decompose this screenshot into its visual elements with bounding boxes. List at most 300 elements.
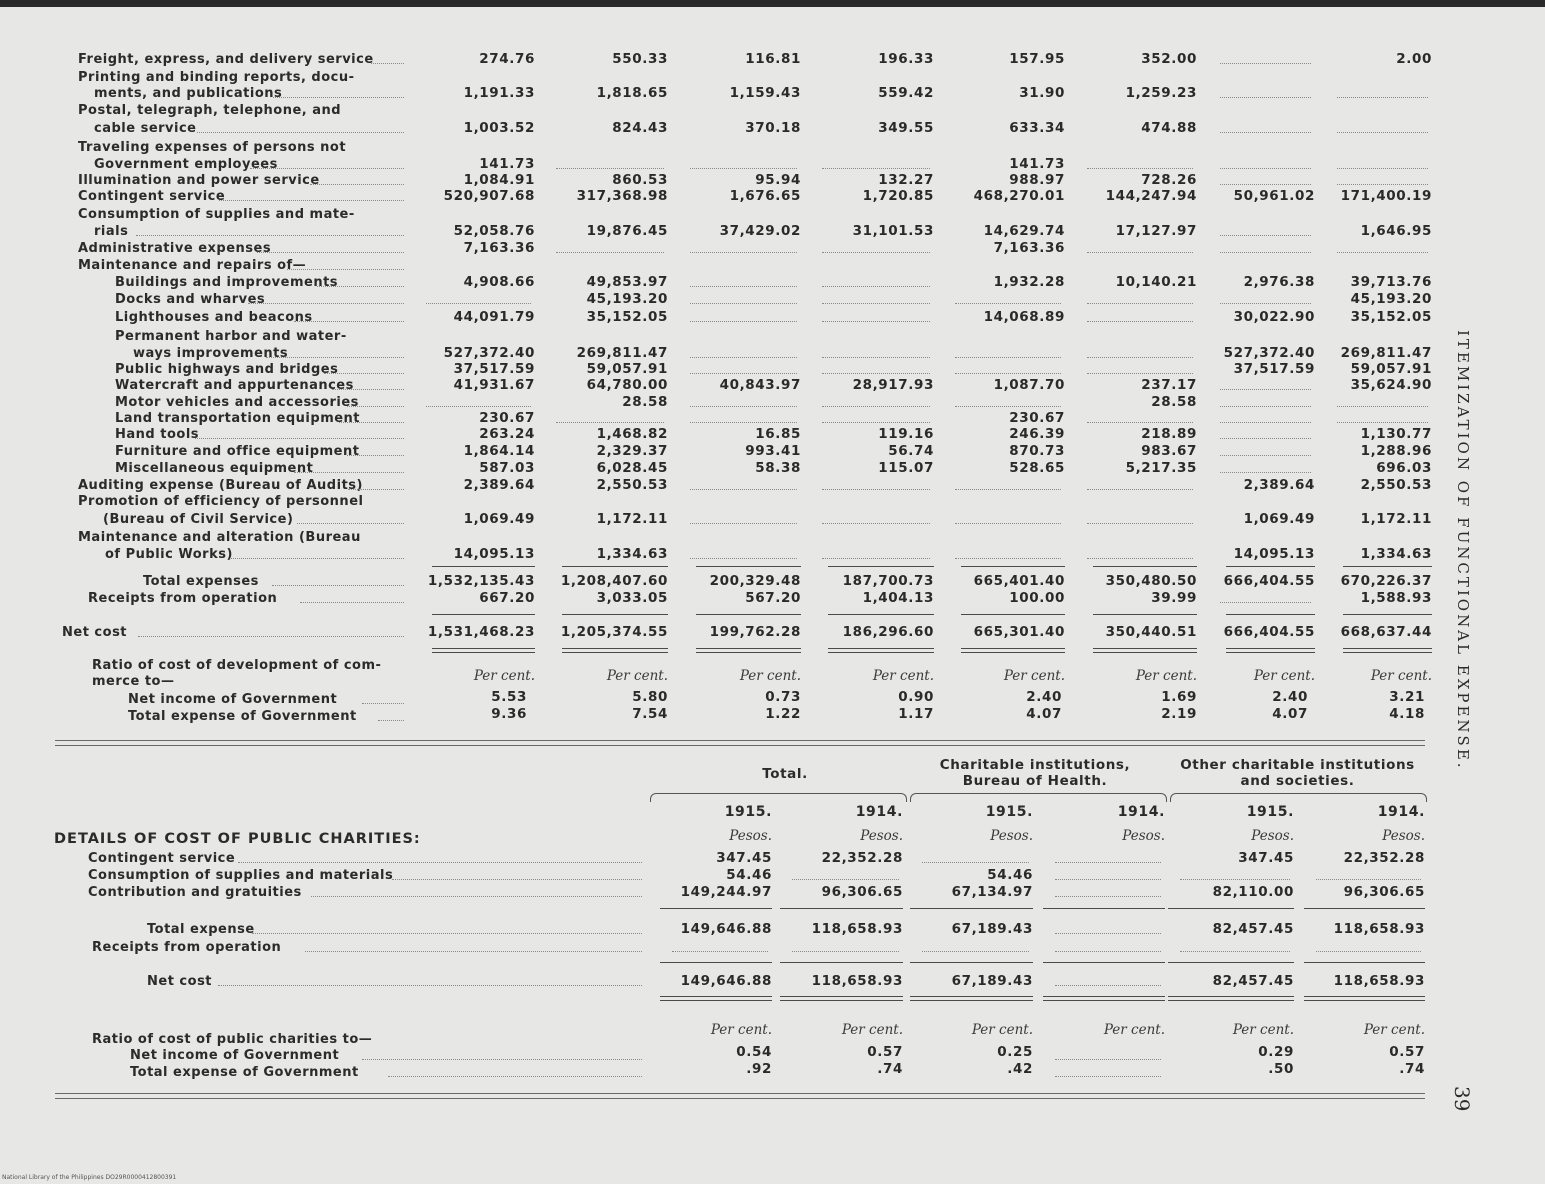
- net-cost-value: 149,646.88: [680, 973, 772, 989]
- income-ratio-value: 0.57: [867, 1044, 903, 1060]
- cell-value: 370.18: [745, 120, 801, 136]
- cell-value: 1,159.43: [729, 85, 801, 101]
- empty-cell-dots: [690, 252, 797, 253]
- total-expenses-value: 350,480.50: [1105, 573, 1197, 589]
- bottom-separator: [55, 1093, 1425, 1099]
- unit-header: Pesos.: [990, 828, 1033, 844]
- empty-cell-dots: [955, 406, 1061, 407]
- empty-cell-dots: [1180, 951, 1290, 952]
- expense-ratio-value: 1.17: [898, 706, 934, 722]
- cell-value: 56.74: [888, 443, 934, 459]
- cell-value: 550.33: [612, 51, 668, 67]
- sum-rule: [1304, 908, 1425, 909]
- sum-rule: [1304, 962, 1425, 963]
- net-cost-value: 186,296.60: [842, 624, 934, 640]
- total-expenses-value: 670,226.37: [1340, 573, 1432, 589]
- cell-value: 587.03: [479, 460, 535, 476]
- double-rule: [1226, 648, 1315, 653]
- sum-rule: [780, 962, 903, 963]
- cell-value: 824.43: [612, 120, 668, 136]
- leader-dots: [294, 472, 404, 473]
- leader-dots: [339, 422, 404, 423]
- sum-rule: [660, 908, 772, 909]
- ratio-label: Ratio of cost of development of com-: [92, 658, 382, 673]
- double-rule: [1343, 648, 1432, 653]
- receipts-label: Receipts from operation: [92, 940, 282, 955]
- double-rule: [562, 648, 668, 653]
- cell-value: 49,853.97: [586, 274, 668, 290]
- total-expense-value: 149,646.88: [680, 921, 772, 937]
- cell-value: 2,389.64: [463, 477, 535, 493]
- empty-cell-dots: [822, 168, 930, 169]
- empty-cell-dots: [1087, 558, 1193, 559]
- net-cost-value: 665,301.40: [973, 624, 1065, 640]
- cell-value: 19,876.45: [586, 223, 668, 239]
- cell-value: 347.45: [716, 850, 772, 866]
- cell-value: 149,244.97: [680, 884, 772, 900]
- expense-ratio-value: 2.19: [1161, 706, 1197, 722]
- header-brace: [650, 793, 907, 802]
- empty-cell-dots: [1220, 602, 1311, 603]
- sum-rule: [1226, 614, 1315, 615]
- ratio-label: merce to—: [92, 674, 175, 689]
- expense-ratio-value: 9.36: [491, 706, 527, 722]
- empty-cell-dots: [672, 951, 768, 952]
- income-ratio-value: 0.25: [997, 1044, 1033, 1060]
- year-header: 1914.: [1117, 804, 1165, 820]
- leader-dots: [362, 1059, 642, 1060]
- per-cent-header: Per cent.: [710, 1022, 772, 1038]
- cell-value: 218.89: [1141, 426, 1197, 442]
- empty-cell-dots: [690, 357, 797, 358]
- receipts-value: 100.00: [1009, 590, 1065, 606]
- leader-dots: [219, 200, 404, 201]
- expense-ratio-value: .50: [1268, 1061, 1294, 1077]
- cell-value: 2,329.37: [596, 443, 668, 459]
- cell-value: 1,334.63: [596, 546, 668, 562]
- empty-cell-dots: [1055, 1059, 1161, 1060]
- leader-dots: [238, 862, 642, 863]
- sum-rule: [696, 614, 801, 615]
- receipts-value: 567.20: [745, 590, 801, 606]
- net-cost-value: 82,457.45: [1212, 973, 1294, 989]
- row-label: Land transportation equipment: [115, 411, 361, 426]
- sum-rule: [562, 566, 668, 567]
- cell-value: 82,110.00: [1212, 884, 1294, 900]
- row-label: Contribution and gratuities: [88, 885, 302, 900]
- empty-cell-dots: [1087, 168, 1193, 169]
- empty-cell-dots: [426, 303, 531, 304]
- row-label: Miscellaneous equipment: [115, 461, 314, 476]
- double-rule: [780, 996, 903, 1001]
- cell-value: 7,163.36: [993, 240, 1065, 256]
- cell-value: 1,676.65: [729, 188, 801, 204]
- year-header: 1914.: [1377, 804, 1425, 820]
- income-ratio-value: 0.57: [1389, 1044, 1425, 1060]
- empty-cell-dots: [1337, 97, 1428, 98]
- cell-value: 1,334.63: [1360, 546, 1432, 562]
- cell-value: 317,368.98: [576, 188, 668, 204]
- cell-value: 468,270.01: [973, 188, 1065, 204]
- cell-value: 1,087.70: [993, 377, 1065, 393]
- cell-value: 1,191.33: [463, 85, 535, 101]
- sum-rule: [1043, 962, 1165, 963]
- empty-cell-dots: [1337, 406, 1428, 407]
- cell-value: 31,101.53: [852, 223, 934, 239]
- empty-cell-dots: [556, 168, 664, 169]
- leader-dots: [297, 523, 404, 524]
- empty-cell-dots: [690, 489, 797, 490]
- net-cost-value: 668,637.44: [1340, 624, 1432, 640]
- sum-rule: [1093, 566, 1197, 567]
- sum-rule: [562, 614, 668, 615]
- sum-rule: [961, 566, 1065, 567]
- cell-value: 269,811.47: [576, 345, 668, 361]
- empty-cell-dots: [1087, 252, 1193, 253]
- row-label: Watercraft and appurtenances: [115, 378, 354, 393]
- expense-ratio-value: .74: [1399, 1061, 1425, 1077]
- empty-cell-dots: [1055, 933, 1161, 934]
- empty-cell-dots: [1220, 303, 1311, 304]
- cell-value: 230.67: [1009, 410, 1065, 426]
- empty-cell-dots: [556, 252, 664, 253]
- empty-cell-dots: [822, 286, 930, 287]
- net-cost-label: Net cost: [147, 974, 213, 989]
- cell-value: 22,352.28: [821, 850, 903, 866]
- net-cost-value: 350,440.51: [1105, 624, 1197, 640]
- row-label: Contingent service: [78, 189, 226, 204]
- double-rule: [1168, 996, 1294, 1001]
- income-ratio-value: 0.73: [765, 689, 801, 705]
- leader-dots: [305, 951, 642, 952]
- receipts-value: 3,033.05: [596, 590, 668, 606]
- empty-cell-dots: [822, 373, 930, 374]
- page-number: 39: [1450, 1086, 1474, 1112]
- empty-cell-dots: [690, 286, 797, 287]
- cell-value: 269,811.47: [1340, 345, 1432, 361]
- cell-value: 993.41: [745, 443, 801, 459]
- row-label: Auditing expense (Bureau of Audits): [78, 478, 363, 493]
- group-header-health: Bureau of Health.: [962, 773, 1108, 789]
- empty-cell-dots: [1087, 523, 1193, 524]
- expense-ratio-value: 4.07: [1026, 706, 1062, 722]
- double-rule: [910, 996, 1033, 1001]
- cell-value: 474.88: [1141, 120, 1197, 136]
- cell-value: 171,400.19: [1340, 188, 1432, 204]
- sum-rule: [1043, 908, 1165, 909]
- year-header: 1914.: [855, 804, 903, 820]
- cell-value: 35,152.05: [586, 309, 668, 325]
- leader-dots: [197, 132, 404, 133]
- leader-dots: [371, 63, 404, 64]
- empty-cell-dots: [426, 406, 531, 407]
- income-ratio-value: 5.53: [491, 689, 527, 705]
- cell-value: 520,907.68: [443, 188, 535, 204]
- cell-value: 39,713.76: [1350, 274, 1432, 290]
- leader-dots: [300, 602, 404, 603]
- row-label: Buildings and improvements: [115, 275, 339, 290]
- double-rule: [696, 648, 801, 653]
- cell-value: 527,372.40: [1223, 345, 1315, 361]
- empty-cell-dots: [792, 951, 899, 952]
- row-label: Hand tools: [115, 427, 200, 442]
- row-label: Permanent harbor and water-: [115, 329, 347, 344]
- total-expenses-value: 665,401.40: [973, 573, 1065, 589]
- cell-value: 45,193.20: [1350, 291, 1432, 307]
- double-rule: [660, 996, 772, 1001]
- row-label: rials: [94, 224, 129, 239]
- income-ratio-value: 0.29: [1258, 1044, 1294, 1060]
- per-cent-header: Per cent.: [1135, 668, 1197, 684]
- empty-cell-dots: [1337, 132, 1428, 133]
- cell-value: 14,068.89: [983, 309, 1065, 325]
- total-expense-value: 67,189.43: [951, 921, 1033, 937]
- cell-value: 52,058.76: [453, 223, 535, 239]
- year-header: 1915.: [985, 804, 1033, 820]
- cell-value: 352.00: [1141, 51, 1197, 67]
- cell-value: 28,917.93: [852, 377, 934, 393]
- empty-cell-dots: [1087, 321, 1193, 322]
- leader-dots: [317, 286, 404, 287]
- leader-dots: [378, 720, 404, 721]
- total-expense-value: 118,658.93: [811, 921, 903, 937]
- empty-cell-dots: [822, 489, 930, 490]
- row-label: Consumption of supplies and mate-: [78, 207, 355, 222]
- empty-cell-dots: [1055, 879, 1161, 880]
- empty-cell-dots: [1337, 422, 1428, 423]
- sum-rule: [910, 908, 1033, 909]
- cell-value: 349.55: [878, 120, 934, 136]
- cell-value: 696.03: [1376, 460, 1432, 476]
- cell-value: 1,259.23: [1125, 85, 1197, 101]
- cell-value: 1,864.14: [463, 443, 535, 459]
- expense-ratio-value: 4.18: [1389, 706, 1425, 722]
- cell-value: 4,908.66: [463, 274, 535, 290]
- row-label: Government employees: [94, 157, 278, 172]
- cell-value: 37,517.59: [453, 361, 535, 377]
- empty-cell-dots: [955, 373, 1061, 374]
- cell-value: 230.67: [479, 410, 535, 426]
- cell-value: 119.16: [878, 426, 934, 442]
- cell-value: 141.73: [1009, 156, 1065, 172]
- per-cent-header: Per cent.: [1003, 668, 1065, 684]
- income-ratio-value: 0.54: [736, 1044, 772, 1060]
- cell-value: 1,172.11: [1360, 511, 1432, 527]
- double-rule: [828, 648, 934, 653]
- double-rule: [432, 648, 535, 653]
- empty-cell-dots: [1055, 862, 1161, 863]
- empty-cell-dots: [822, 558, 930, 559]
- empty-cell-dots: [1220, 168, 1311, 169]
- total-expense-label: Total expense: [147, 922, 255, 937]
- cell-value: 7,163.36: [463, 240, 535, 256]
- income-ratio-value: 5.80: [632, 689, 668, 705]
- empty-cell-dots: [1337, 184, 1428, 185]
- row-label: Contingent service: [88, 851, 236, 866]
- cell-value: 633.34: [1009, 120, 1065, 136]
- sum-rule: [1093, 614, 1197, 615]
- unit-header: Pesos.: [1382, 828, 1425, 844]
- cell-value: 860.53: [612, 172, 668, 188]
- row-label: Maintenance and repairs of—: [78, 258, 307, 273]
- per-cent-header: Per cent.: [1363, 1022, 1425, 1038]
- cell-value: 870.73: [1009, 443, 1065, 459]
- cell-value: 28.58: [1151, 394, 1197, 410]
- total-expenses-value: 666,404.55: [1223, 573, 1315, 589]
- leader-dots: [138, 636, 404, 637]
- cell-value: 527,372.40: [443, 345, 535, 361]
- empty-cell-dots: [822, 422, 930, 423]
- receipts-label: Receipts from operation: [88, 591, 278, 606]
- cell-value: 35,624.90: [1350, 377, 1432, 393]
- cell-value: 141.73: [479, 156, 535, 172]
- cell-value: 1,468.82: [596, 426, 668, 442]
- leader-dots: [272, 585, 404, 586]
- cell-value: 37,429.02: [719, 223, 801, 239]
- empty-cell-dots: [922, 862, 1029, 863]
- empty-cell-dots: [822, 252, 930, 253]
- income-ratio-value: 2.40: [1272, 689, 1308, 705]
- cell-value: 30,022.90: [1233, 309, 1315, 325]
- sum-rule: [660, 962, 772, 963]
- double-rule: [1043, 996, 1165, 1001]
- empty-cell-dots: [822, 406, 930, 407]
- group-header-other: and societies.: [1240, 773, 1355, 789]
- cell-value: 1,069.49: [463, 511, 535, 527]
- empty-cell-dots: [1220, 63, 1311, 64]
- double-rule: [961, 648, 1065, 653]
- leader-dots: [311, 896, 642, 897]
- empty-cell-dots: [955, 523, 1061, 524]
- cell-value: 132.27: [878, 172, 934, 188]
- expense-ratio-label: Total expense of Government: [128, 709, 357, 724]
- row-label: Public highways and bridges: [115, 362, 339, 377]
- row-label: Illumination and power service: [78, 173, 320, 188]
- empty-cell-dots: [1337, 168, 1428, 169]
- empty-cell-dots: [1220, 472, 1311, 473]
- cell-value: 37,517.59: [1233, 361, 1315, 377]
- leader-dots: [294, 321, 404, 322]
- section-title: DETAILS OF COST OF PUBLIC CHARITIES:: [54, 831, 421, 847]
- empty-cell-dots: [955, 489, 1061, 490]
- leader-dots: [347, 455, 404, 456]
- expense-ratio-value: .42: [1007, 1061, 1033, 1077]
- total-expense-value: 118,658.93: [1333, 921, 1425, 937]
- cell-value: 347.45: [1238, 850, 1294, 866]
- expense-ratio-value: 7.54: [632, 706, 668, 722]
- leader-dots: [273, 97, 404, 98]
- year-header: 1915.: [1246, 804, 1294, 820]
- cell-value: 559.42: [878, 85, 934, 101]
- expense-ratio-value: 4.07: [1272, 706, 1308, 722]
- empty-cell-dots: [1220, 406, 1311, 407]
- cell-value: 1,818.65: [596, 85, 668, 101]
- leader-dots: [347, 406, 404, 407]
- net-cost-value: 199,762.28: [709, 624, 801, 640]
- cell-value: 1,172.11: [596, 511, 668, 527]
- cell-value: 5,217.35: [1125, 460, 1197, 476]
- row-label: cable service: [94, 121, 197, 136]
- cell-value: 14,095.13: [453, 546, 535, 562]
- cell-value: 14,629.74: [983, 223, 1065, 239]
- cell-value: 6,028.45: [596, 460, 668, 476]
- net-cost-value: 118,658.93: [811, 973, 903, 989]
- sum-rule: [696, 566, 801, 567]
- cell-value: 44,091.79: [453, 309, 535, 325]
- cell-value: 1,003.52: [463, 120, 535, 136]
- cell-value: 983.67: [1141, 443, 1197, 459]
- empty-cell-dots: [955, 303, 1061, 304]
- cell-value: 263.24: [479, 426, 535, 442]
- empty-cell-dots: [1087, 303, 1193, 304]
- cell-value: 2,389.64: [1243, 477, 1315, 493]
- empty-cell-dots: [1220, 235, 1311, 236]
- empty-cell-dots: [1055, 1076, 1161, 1077]
- cell-value: 115.07: [878, 460, 934, 476]
- leader-dots: [388, 1076, 642, 1077]
- empty-cell-dots: [1087, 422, 1193, 423]
- sum-rule: [1343, 566, 1432, 567]
- cell-value: 1,084.91: [463, 172, 535, 188]
- sum-rule: [432, 614, 535, 615]
- income-ratio-label: Net income of Government: [128, 692, 338, 707]
- expense-ratio-label: Total expense of Government: [130, 1065, 359, 1080]
- empty-cell-dots: [690, 168, 797, 169]
- per-cent-header: Per cent.: [1253, 668, 1315, 684]
- cell-value: 2.00: [1396, 51, 1432, 67]
- cell-value: 31.90: [1019, 85, 1065, 101]
- cell-value: 40,843.97: [719, 377, 801, 393]
- empty-cell-dots: [1220, 184, 1311, 185]
- unit-header: Pesos.: [1251, 828, 1294, 844]
- empty-cell-dots: [1337, 252, 1428, 253]
- total-expenses-value: 1,532,135.43: [427, 573, 535, 589]
- row-label: Maintenance and alteration (Bureau: [78, 530, 361, 545]
- row-label: Freight, express, and delivery service: [78, 52, 374, 67]
- row-label: Printing and binding reports, docu-: [78, 70, 355, 85]
- empty-cell-dots: [690, 406, 797, 407]
- total-expenses-value: 1,208,407.60: [560, 573, 668, 589]
- receipts-value: 39.99: [1151, 590, 1197, 606]
- cell-value: 528.65: [1009, 460, 1065, 476]
- row-label: Docks and wharves: [115, 292, 266, 307]
- income-ratio-value: 3.21: [1389, 689, 1425, 705]
- per-cent-header: Per cent.: [971, 1022, 1033, 1038]
- empty-cell-dots: [822, 321, 930, 322]
- empty-cell-dots: [1220, 389, 1311, 390]
- row-label: Motor vehicles and accessories: [115, 395, 359, 410]
- net-cost-value: 1,205,374.55: [560, 624, 668, 640]
- double-rule: [1093, 648, 1197, 653]
- leader-dots: [310, 184, 404, 185]
- empty-cell-dots: [1220, 97, 1311, 98]
- cell-value: 95.94: [755, 172, 801, 188]
- cell-value: 28.58: [622, 394, 668, 410]
- section-separator: [55, 740, 1425, 746]
- empty-cell-dots: [690, 303, 797, 304]
- total-expense-value: 82,457.45: [1212, 921, 1294, 937]
- empty-cell-dots: [690, 373, 797, 374]
- receipts-value: 1,404.13: [862, 590, 934, 606]
- net-cost-value: 1,531,468.23: [427, 624, 535, 640]
- leader-dots: [252, 933, 642, 934]
- row-label: (Bureau of Civil Service): [103, 512, 294, 527]
- income-ratio-value: 1.69: [1161, 689, 1197, 705]
- cell-value: 1,932.28: [993, 274, 1065, 290]
- empty-cell-dots: [690, 321, 797, 322]
- income-ratio-value: 2.40: [1026, 689, 1062, 705]
- cell-value: 16.85: [755, 426, 801, 442]
